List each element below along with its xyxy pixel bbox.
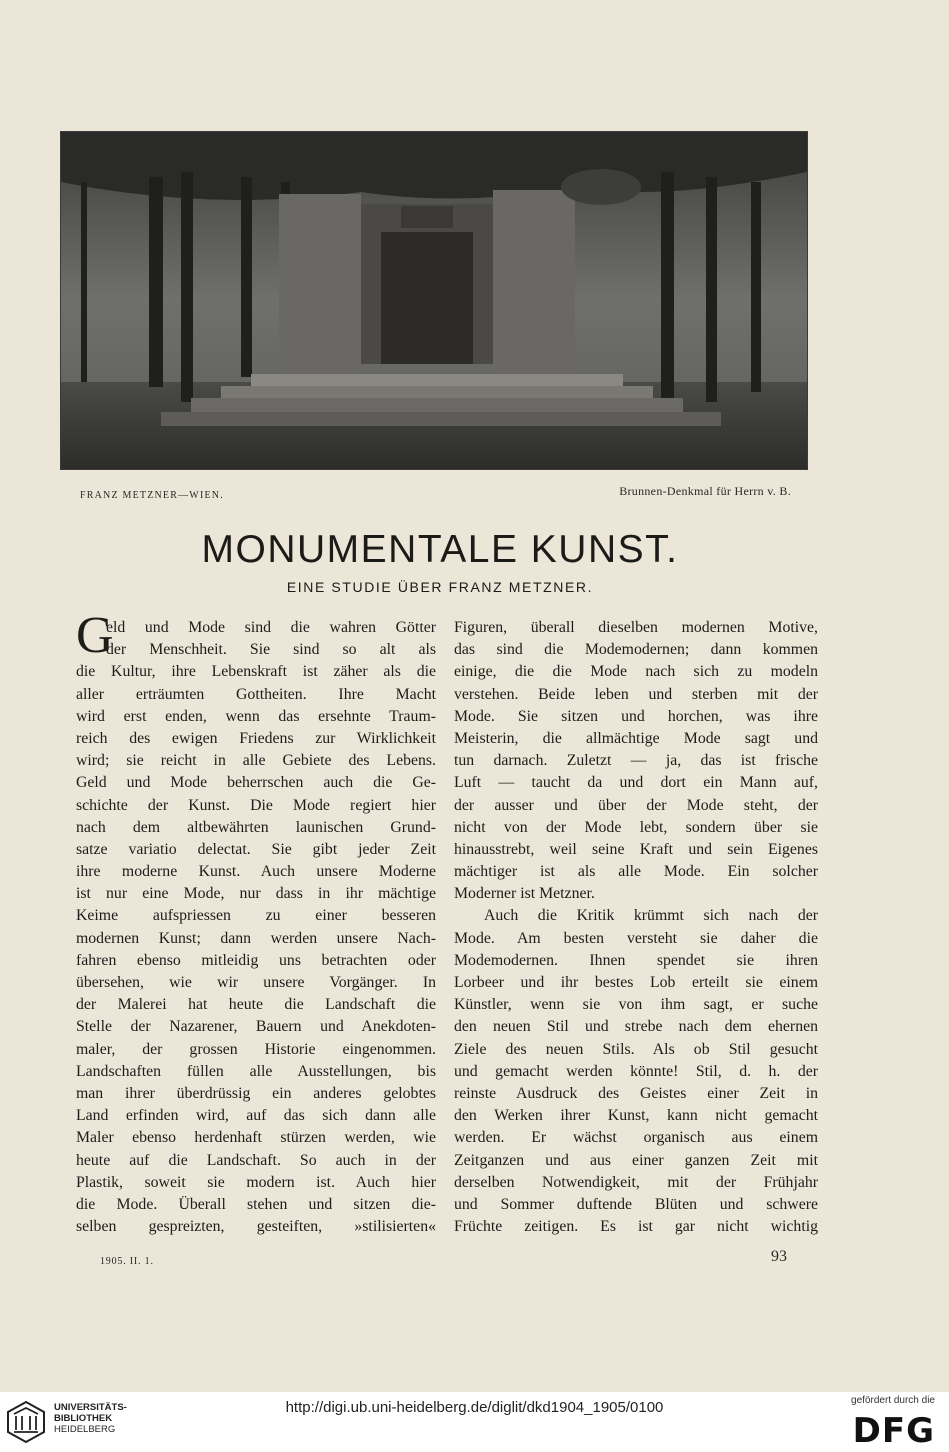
library-name-line: HEIDELBERG [54,1424,116,1435]
text-line: einige, die die Mode nach sich zu modeln [454,663,818,681]
text-line: Luft — taucht da und dort ein Mann auf, [454,774,818,792]
text-line: Keime aufspriessen zu einer besseren [76,907,436,925]
text-line: nicht von der Mode lebt, sondern über sie [454,818,818,836]
text-line: Modemodernen. Ihnen spendet sie ihren [454,951,818,969]
text-line: Auch die Kritik krümmt sich nach der [484,907,818,925]
text-line: der Menschheit. Sie sind so alt als [106,641,436,659]
drop-cap: G [76,607,114,664]
text-line: selben gespreizten, gesteiften, »stilisierten« [76,1218,436,1236]
text-line: Lorbeer und ihr bestes Lob erteilt sie einem [454,974,818,991]
text-line: Stelle der Nazarener, Bauern und Anekdoten- [76,1018,436,1036]
text-line: der ausser und über der Mode steht, der [454,796,818,814]
text-line: übersehen, wie wir unsere Vorgänger. In [76,974,436,991]
text-line: Moderner ist Metzner. [454,885,595,903]
text-line: eld und Mode sind die wahren Götter [106,619,436,636]
permalink-url[interactable]: http://digi.ub.uni-heidelberg.de/diglit/dkd1904_1905/0100 [285,1399,664,1416]
text-line: nach dem altbewährten launischen Grund- [76,818,436,836]
text-line: hinausstrebt, weil seine Kraft und sein Eigenes [454,840,818,858]
text-line: Figuren, überall dieselben modernen Motive, [454,619,818,636]
text-line: mächtiger ist als alle Mode. Ein solcher [454,863,818,881]
text-line: schichte der Kunst. Die Mode regiert hier [76,796,436,814]
text-line: werden. Er wächst organisch aus einem [454,1129,818,1147]
article-title: MONUMENTALE KUNST. [201,528,679,571]
text-line: modernen Kunst; dann werden unsere Nach- [76,929,436,947]
text-line: reinste Ausdruck des Geistes einer Zeit in [454,1084,818,1102]
text-line: ihre moderne Kunst. Auch unsere Moderne [76,863,436,881]
text-line: verstehen. Beide leben und sterben mit der [454,685,818,703]
text-line: wird; sie reicht in alle Gebiete des Lebens. [76,752,436,770]
text-line: den neuen Stil und strebe nach dem ehernen [454,1018,818,1036]
text-column-left [76,617,436,1238]
text-line: man ihrer überdrüssig ein anderes gelobtes [76,1084,436,1102]
text-line: Mode. Sie sitzen und horchen, was ihre [454,707,818,725]
text-line: und gemacht werden könnte! Stil, d. h. der [454,1062,818,1080]
plate-photograph [60,131,808,470]
text-line: Meisterin, die allmächtige Mode sagt und [454,729,818,747]
text-line: die Kultur, ihre Lebenskraft ist zäher als die [76,663,436,681]
text-line: ist nur eine Mode, nur dass in ihr mächtige [76,885,436,903]
page-number: 93 [771,1248,787,1265]
text-line: das sind die Modemodernen; dann kommen [454,641,818,659]
plate-caption-title: Brunnen-Denkmal für Herrn v. B. [619,484,791,498]
text-line: satze variatio delectat. Sie gibt jeder Zeit [76,840,436,858]
text-line: fahren ebenso mitleidig uns betrachten oder [76,951,436,969]
issue-signature: 1905. II. 1. [100,1256,154,1267]
text-column-right [454,617,818,1238]
library-name-line: UNIVERSITÄTS- [54,1402,127,1413]
dfg-logo[interactable]: DFG [852,1411,935,1451]
text-line: maler, der grossen Historie eingenommen. [76,1040,436,1058]
text-line: derselben Notwendigkeit, mit der Frühjahr [454,1173,818,1191]
text-line: aller erträumten Gottheiten. Ihre Macht [76,685,436,703]
sponsor-label: gefördert durch die [851,1395,935,1406]
text-line: Früchte zeitigen. Es ist gar nicht wichtig [454,1218,818,1236]
text-line: wird erst enden, wenn das ersehnte Traum- [76,707,436,725]
text-line: Ziele des neuen Stils. Als ob Stil gesucht [454,1040,818,1058]
text-line: reich des ewigen Friedens zur Wirklichkeit [76,729,436,747]
text-line: Plastik, soweit sie modern ist. Auch hier [76,1173,436,1191]
text-line: Künstler, wenn sie von ihm sagt, er suche [454,996,818,1014]
text-line: Maler ebenso herdenhaft stürzen werden, wie [76,1129,436,1147]
article-subtitle: EINE STUDIE ÜBER FRANZ METZNER. [286,579,594,595]
text-line: heute auf die Landschaft. So auch in der [76,1151,436,1169]
library-name-line: BIBLIOTHEK [54,1413,113,1424]
text-line: Landschaften füllen alle Ausstellungen, bis [76,1062,436,1080]
text-line: Mode. Am besten versteht sie daher die [454,929,818,947]
plate-caption-artist: FRANZ METZNER—WIEN. [80,490,224,501]
text-line: und Sommer duftende Blüten und schwere [454,1195,818,1213]
text-line: den Werken ihrer Kunst, kann nicht gemacht [454,1107,818,1125]
text-line: Zeitganzen und aus einer ganzen Zeit mit [454,1151,818,1169]
text-line: Geld und Mode beherrschen auch die Ge- [76,774,436,792]
text-line: die Mode. Überall stehen und sitzen die- [76,1195,436,1213]
text-line: Land erfinden wird, auf das sich dann alle [76,1107,436,1125]
text-line: der Malerei hat heute die Landschaft die [76,996,436,1014]
text-line: tun darnach. Zuletzt — ja, das ist frische [454,752,818,770]
